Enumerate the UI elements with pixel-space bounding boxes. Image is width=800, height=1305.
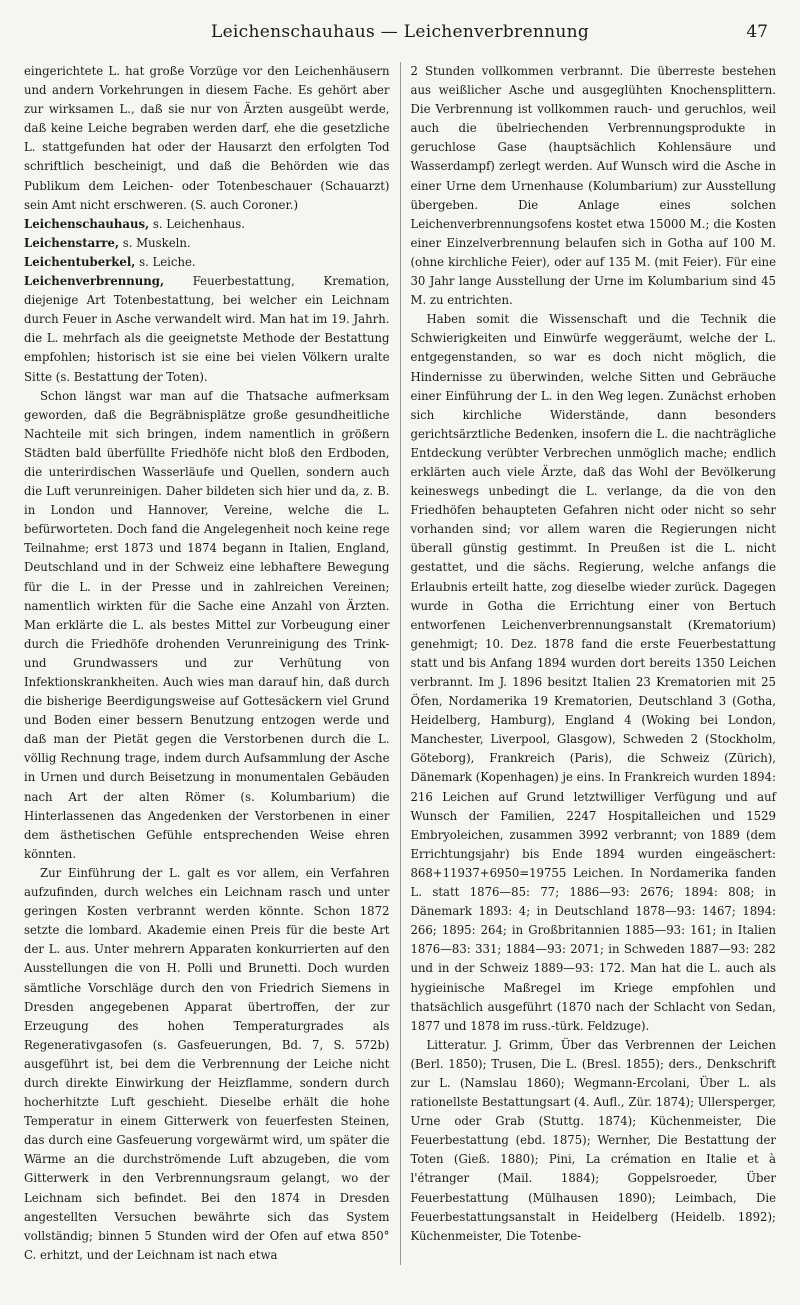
paragraph: 2 Stunden vollkommen verbrannt. Die überreste bestehen aus weißlicher Asche und ausgeglühten Knochensplittern. Die Verbrennung ist vollkommen rauch- und geruchlos, weil auch die übelriechenden Verbrennungsprodukte in geruchlose Gase (hauptsächlich Kohlensäure und Wasserdampf) zerlegt werden. Auf Wunsch wird die Asche in einer Urne dem Urnenhause (Kolumbarium) zur Ausstellung übergeben. Die Anlage eines solchen Leichenverbrennungsofens kostet etwa 15000 M.; die Kosten einer Einzelverbrennung belaufen sich in Gotha auf 100 M. (ohne kirchliche Feier), oder auf 135 M. (mit Feier). Für eine 30 Jahr lange Ausstellung der Urne im Kolumbarium sind 45 M. zu entrichten.	[410, 64, 776, 308]
entry-text: s. Leichenhaus.	[149, 216, 245, 231]
paragraph: Litteratur. J. Grimm, Über das Verbrennen der Leichen (Berl. 1850); Trusen, Die L. (Bresl. 1855); ders., Denkschrift zur L. (Namslau 1860); Wegmann-Ercolani, Über L. als rationellste Bestattungsart (4. Aufl., Zür. 1874); Ullersperger, Urne oder Grab (Stuttg. 1874); Küchenmeister, Die Feuerbestattung (ebd. 1875); Wernher, Die Bestattung der Toten (Gieß. 1880); Pini, La crémation en Italie et à l'étranger (Mail. 1884); Goppelsroeder, Über Feuerbestattung (Mülhausen 1890); Leimbach, Die Feuerbestattungsanstalt in Heidelberg (Heidelb. 1892); Küchenmeister, Die Totenbe-	[410, 1037, 776, 1243]
dictionary-entry	[24, 234, 390, 253]
entry-headword: Leichentuberkel,	[24, 254, 136, 269]
text-columns	[24, 62, 776, 1265]
entry-headword: Leichenschauhaus,	[24, 216, 150, 231]
running-title: Leichenschauhaus — Leichenverbrennung	[210, 22, 589, 42]
page-number: 47	[746, 22, 768, 42]
entry-text: Feuerbestattung, Kremation, diejenige Art Totenbestattung, bei welcher ein Leichnam durch Feuer in Asche verwandelt wird. Man hat im 19. Jahrh. die L. mehrfach als die geeignetste Methode der Bestattung empfohlen; historisch ist sie eine bei vielen Völkern uralte Sitte (s. Bestattung der Toten).	[24, 274, 390, 384]
paragraph: Zur Einführung der L. galt es vor allem, ein Verfahren aufzufinden, durch welches ein Leichnam rasch und unter geringen Kosten verbrannt werden könnte. Schon 1872 setzte die lombard. Akademie einen Preis für die beste Art der L. aus. Unter mehrern Apparaten konkurrierten auf den Ausstellungen die von H. Polli und Brunetti. Doch wurden sämtliche Vorschläge durch den von Friedrich Siemens in Dresden angegebenen Apparat übertroffen, der zur Erzeugung des hohen Temperaturgrades als Regenerativgasofen (s. Gasfeuerungen, Bd. 7, S. 572b) ausgeführt ist, bei dem die Verbrennung der Leiche nicht durch direkte Einwirkung der Heizflamme, sondern durch hocherhitzte Luft geschieht. Dieselbe erhält die hohe Temperatur in einem Gitterwerk von feuerfesten Steinen, das durch eine Gasfeuerung vorgewärmt wird, um später die Wärme an die durchströmende Luft abzugeben, die vom Gitterwerk in den Verbrennungsraum gelangt, wo der Leichnam sich befindet. Bei den 1874 in Dresden angestellten Versuchen bewährte sich das System vollständig; binnen 5 Stunden wird der Ofen auf etwa 850° C. erhitzt, und der Leichnam ist nach etwa	[24, 865, 390, 1262]
paragraph: eingerichtete L. hat große Vorzüge vor den Leichenhäusern und andern Vorkehrungen in diesem Fache. Es gehört aber zur wirksamen L., daß sie nur von Ärzten ausgeübt werde, daß keine Leiche begraben werden darf, ehe die gesetzliche L. stattgefunden hat oder der Hausarzt den erfolgten Tod schriftlich bescheinigt, und daß die Behörden wie das Publikum dem Leichen- oder Totenbeschauer (Schauarzt) sein Amt nicht erschweren. (S. auch Coroner.)	[24, 64, 390, 212]
entry-text: s. Leiche.	[135, 254, 196, 269]
paragraph: Haben somit die Wissenschaft und die Technik die Schwierigkeiten und Einwürfe weggeräumt, welche der L. entgegenstanden, so war es doch nicht möglich, die Hindernisse zu überwinden, welche Sitten und Gebräuche einer Einführung der L. in den Weg legen. Zunächst erhoben sich kirchliche Widerstände, dann besonders gerichtsärztliche Bedenken, insofern die L. die nachträgliche Entdeckung verübter Verbrechen unmöglich mache; endlich erklärten auch viele Ärzte, daß das Wohl der Bevölkerung keineswegs unbedingt die L. verlange, da die von den Friedhöfen behaupteten Gefahren nicht oder nicht so sehr vorhanden sind; vor allem waren die Regierungen nicht überall günstig gestimmt. In Preußen ist die L. nicht gestattet, und die sächs. Regierung, welche anfangs die Erlaubnis erteilt hatte, zog dieselbe wieder zurück. Dagegen wurde in Gotha die Errichtung einer von Bertuch entworfenen Leichenverbrennungsanstalt (Krematorium) genehmigt; 10. Dez. 1878 fand die erste Feuerbestattung statt und bis Anfang 1894 wurden dort bereits 1350 Leichen verbrannt. Im J. 1896 besitzt Italien 23 Krematorien mit 25 Öfen, Nordamerika 19 Krematorien, Deutschland 3 (Gotha, Heidelberg, Hamburg), England 4 (Woking bei London, Manchester, Liverpool, Glasgow), Schweden 2 (Stockholm, Göteborg), Frankreich (Paris), die Schweiz (Zürich), Dänemark (Kopenhagen) je eins. In Frankreich wurden 1894: 216 Leichen auf Grund letztwilliger Verfügung und auf Wunsch der Familien, 2247 Hospitalleichen und 1529 Embryoleichen, zusammen 3992 verbrannt; von 1889 (dem Errichtungsjahr) bis Ende 1894 wurden eingeäschert: 868+11937+6950=19755 Leichen. In Nordamerika fanden L. statt 1876—85: 77; 1886—93: 2676; 1894: 808; in Dänemark 1893: 4; in Deutschland 1878—93: 1467; 1894: 266; 1895: 264; in Großbritannien 1885—93: 161; in Italien 1876—83: 331; 1884—93: 2071; in Schweden 1887—93: 282 und in der Schweiz 1889—93: 172. Man hat die L. auch als hygieinische Maßregel im Kriege empfohlen und thatsächlich ausgeführt (1870 nach der Schlacht von Sedan, 1877 und 1878 im russ.-türk. Feldzuge).	[410, 312, 776, 1033]
running-header	[24, 22, 776, 62]
left-column	[24, 62, 400, 1265]
paragraph: Schon längst war man auf die Thatsache aufmerksam geworden, daß die Begräbnisplätze große gesundheitliche Nachteile mit sich bringen, indem namentlich in größern Städten bald überfüllte Friedhöfe nicht bloß den Erdboden, die unterirdischen Wasserläufe und Quellen, sondern auch die Luft verunreinigen. Daher bildeten sich hier und da, z. B. in London und Hannover, Vereine, welche die L. befürworteten. Doch fand die Angelegenheit noch keine rege Teilnahme; erst 1873 und 1874 begann in Italien, England, Deutschland und in der Schweiz eine lebhaftere Bewegung für die L. in der Presse und in zahlreichen Vereinen; namentlich wirkten für die Sache eine Anzahl von Ärzten. Man erklärte die L. als bestes Mittel zur Vorbeugung einer durch die Friedhöfe drohenden Verunreinigung des Trink- und Grundwassers und zur Verhütung von Infektionskrankheiten. Auch wies man darauf hin, daß durch die bisherige Beerdigungsweise auf Gottesäckern viel Grund und Boden einer bessern Benutzung entzogen werde und daß man der Pietät gegen die Verstorbenen durch die L. völlig Rechnung trage, indem durch Aufsammlung der Asche in Urnen und durch Beisetzung in monumentalen Gebäuden nach Art der alten Römer (s. Kolumbarium) die Hinterlassenen das Angedenken der Verstorbenen in einer dem ästhetischen Gefühle entsprechenden Weise ehren könnten.	[24, 388, 390, 861]
dictionary-entry	[24, 253, 390, 272]
right-column	[400, 62, 777, 1265]
dictionary-entry	[24, 215, 390, 234]
entry-text: s. Muskeln.	[119, 235, 191, 250]
entry-headword: Leichenverbrennung,	[24, 274, 165, 289]
entry-headword: Leichenstarre,	[24, 235, 120, 250]
dictionary-entry	[24, 272, 390, 387]
